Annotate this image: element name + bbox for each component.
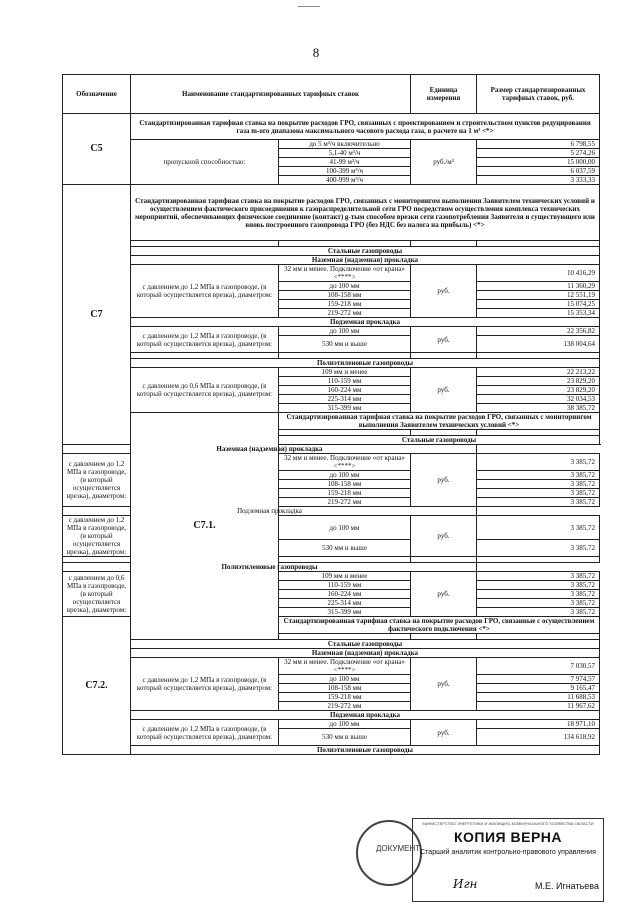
c5-value: 6 798,55 xyxy=(477,140,600,149)
c7-above: Наземная (надземная) прокладка xyxy=(131,256,600,265)
c72-value: 18 971,10 xyxy=(477,720,600,729)
c71-code: С7.1. xyxy=(131,413,279,640)
c7-value: 15 074,25 xyxy=(477,300,600,309)
c7-d: 530 мм и выше xyxy=(279,336,411,353)
c7-value: 10 416,29 xyxy=(477,265,600,282)
c71-steel: Стальные газопроводы xyxy=(279,436,600,445)
header-size: Размер стандартизированных тарифных ставок, руб. xyxy=(477,75,600,114)
c5-value: 5 274,26 xyxy=(477,149,600,158)
c5-value: 15 000,00 xyxy=(477,158,600,167)
header-name: Наименование стандартизированных тарифных ставок xyxy=(131,75,411,114)
table-row xyxy=(63,658,600,675)
c71-value: 3 385,72 xyxy=(477,599,600,608)
c71-pressure12: с давлением до 1,2 МПа в газопроводе, (в который осуществляется врезка), диаметром: xyxy=(63,454,131,507)
c7-d: 315-399 мм xyxy=(279,404,411,413)
c71-pressure12-under: с давлением до 1,2 МПа в газопроводе, (в который осуществляется врезка), диаметром: xyxy=(63,516,131,557)
c7-desc-row xyxy=(63,185,600,241)
c71-value: 3 385,72 xyxy=(477,489,600,498)
c72-d: до 100 мм xyxy=(279,675,411,684)
c71-d: 160-224 мм xyxy=(279,590,411,599)
c71-d: 315-399 мм xyxy=(279,608,411,617)
c71-unit: руб. xyxy=(411,454,477,507)
c72-unit: руб. xyxy=(411,658,477,711)
c71-d: 219-272 мм xyxy=(279,498,411,507)
c71-value: 3 385,72 xyxy=(477,581,600,590)
stamp-role: Старший аналитик контрольно-правового управления xyxy=(420,849,596,856)
c72-under: Подземная прокладка xyxy=(131,711,600,720)
c72-value: 11 967,62 xyxy=(477,702,600,711)
c71-d: 108-158 мм xyxy=(279,480,411,489)
c71-d: 225-314 мм xyxy=(279,599,411,608)
c72-d: 108-158 мм xyxy=(279,684,411,693)
c7-unit-poly: руб. xyxy=(411,368,477,413)
table-row xyxy=(63,327,600,336)
c7-d: до 100 мм xyxy=(279,282,411,291)
table-row xyxy=(63,507,600,516)
c7-unit-under: руб. xyxy=(411,327,477,353)
c7-d: 159-218 мм xyxy=(279,300,411,309)
top-mark xyxy=(298,6,320,7)
c7-value: 12 551,19 xyxy=(477,291,600,300)
c71-value: 3 385,72 xyxy=(477,572,600,581)
c7-pressure12-under: с давлением до 1,2 МПа в газопроводе, (в который осуществляется врезка), диаметром: xyxy=(131,327,279,353)
c72-value: 7 974,57 xyxy=(477,675,600,684)
c71-value: 3 385,72 xyxy=(477,454,600,471)
c7-d: 160-224 мм xyxy=(279,386,411,395)
c71-value: 3 385,72 xyxy=(477,498,600,507)
c71-description: Стандартизированная тарифная ставка на покрытие расходов ГРО, связанных с мониторингом выполнения Заявителем технических условий <*> xyxy=(279,413,600,430)
c7-value: 38 385,72 xyxy=(477,404,600,413)
page-number: 8 xyxy=(312,45,320,60)
c7-d: 219-272 мм xyxy=(279,309,411,318)
c7-pressure06: с давлением до 0,6 МПа в газопроводе, (в который осуществляется врезка), диаметром: xyxy=(131,368,279,413)
copy-certified-stamp xyxy=(412,818,604,902)
c72-poly: Полиэтиленовые газопроводы xyxy=(131,746,600,755)
c71-d: 110-159 мм xyxy=(279,581,411,590)
c5-range: 41-99 м³/ч xyxy=(279,158,411,167)
table-row xyxy=(63,720,600,729)
c7-value: 11 360,29 xyxy=(477,282,600,291)
c72-d: 32 мм и менее. Подключение «от крана» <****> xyxy=(279,658,411,675)
c71-under: Подземная прокладка xyxy=(63,507,477,516)
stamp-org: МИНИСТЕРСТВО ЭНЕРГЕТИКИ И ЖИЛИЩНО-КОММУНАЛЬНОГО ХОЗЯЙСТВА ОБЛАСТИ xyxy=(422,821,594,826)
c71-pressure06: с давлением до 0,6 МПа в газопроводе, (в который осуществляется врезка), диаметром: xyxy=(63,572,131,617)
c72-value: 9 165,47 xyxy=(477,684,600,693)
c5-unit: руб./м³ xyxy=(411,140,477,185)
table-row xyxy=(63,318,600,327)
c7-d: 108-158 мм xyxy=(279,291,411,300)
c7-d: 225-314 мм xyxy=(279,395,411,404)
c7-value: 23 829,20 xyxy=(477,386,600,395)
c5-desc-row xyxy=(63,114,600,140)
c7-value: 138 004,64 xyxy=(477,336,600,353)
signer-name: М.Е. Игнатьева xyxy=(534,881,599,891)
c71-unit-poly: руб. xyxy=(411,572,477,617)
c7-under: Подземная прокладка xyxy=(131,318,600,327)
c72-description: Стандартизированная тарифная ставка на покрытие расходов ГРО, связанные с осуществлением фактического подключения <*> xyxy=(279,617,600,634)
table-row xyxy=(63,649,600,658)
table-row xyxy=(63,640,600,649)
header-unit: Единица измерения xyxy=(411,75,477,114)
c5-value: 3 333,33 xyxy=(477,176,600,185)
c71-d: 530 мм и выше xyxy=(279,540,411,557)
c71-d: до 100 мм xyxy=(279,471,411,480)
table-row xyxy=(63,256,600,265)
c72-steel: Стальные газопроводы xyxy=(131,640,600,649)
c7-d: до 100 мм xyxy=(279,327,411,336)
table-row xyxy=(63,746,600,755)
seal-text: ДОКУМЕНТ xyxy=(376,844,421,853)
c7-poly: Полиэтиленовые газопроводы xyxy=(131,359,600,368)
c5-range: 100-399 м³/ч xyxy=(279,167,411,176)
c71-value: 3 385,72 xyxy=(477,516,600,540)
c72-code: С7.2. xyxy=(63,617,131,755)
c7-value: 22 213,22 xyxy=(477,368,600,377)
c71-desc-row xyxy=(63,413,600,430)
c71-unit-under: руб. xyxy=(411,516,477,557)
c5-range: 400-999 м³/ч xyxy=(279,176,411,185)
c5-range: до 5 м³/ч включительно xyxy=(279,140,411,149)
c71-value: 3 385,72 xyxy=(477,540,600,557)
c71-d: 159-218 мм xyxy=(279,489,411,498)
c5-value: 6 037,59 xyxy=(477,167,600,176)
c72-d: 530 мм и выше xyxy=(279,729,411,746)
c72-value: 11 688,53 xyxy=(477,693,600,702)
table-row xyxy=(63,445,600,454)
c7-d: 109 мм и менее xyxy=(279,368,411,377)
c71-d: до 100 мм xyxy=(279,516,411,540)
c7-value: 22 356,82 xyxy=(477,327,600,336)
c71-d: 32 мм и менее. Подключение «от крана» <****> xyxy=(279,454,411,471)
c5-label: пропускной способностью: xyxy=(131,140,279,185)
stamp-title: КОПИЯ ВЕРНА xyxy=(453,829,563,845)
c72-pressure12: с давлением до 1,2 МПа в газопроводе, (в который осуществляется врезка), диаметром: xyxy=(131,658,279,711)
c7-unit: руб. xyxy=(411,265,477,318)
c71-value: 3 385,72 xyxy=(477,480,600,489)
table-row xyxy=(63,368,600,377)
c71-poly: Полиэтиленовые газопроводы xyxy=(63,563,477,572)
c71-above: Наземная (надземная) прокладка xyxy=(63,445,477,454)
c71-value: 3 385,72 xyxy=(477,590,600,599)
c71-value: 3 385,72 xyxy=(477,608,600,617)
table-row xyxy=(63,359,600,368)
table-row xyxy=(63,265,600,282)
c72-d: до 100 мм xyxy=(279,720,411,729)
c72-d: 159-218 мм xyxy=(279,693,411,702)
c72-value: 7 030,57 xyxy=(477,658,600,675)
c5-range: 5,1-40 м³/ч xyxy=(279,149,411,158)
signature: Игн xyxy=(453,877,478,891)
c7-pressure12: с давлением до 1,2 МПа в газопроводе, (в который осуществляется врезка), диаметром: xyxy=(131,265,279,318)
c72-d: 219-272 мм xyxy=(279,702,411,711)
c72-pressure12-under: с давлением до 1,2 МПа в газопроводе, (в который осуществляется врезка), диаметром: xyxy=(131,720,279,746)
c5-code: С5 xyxy=(63,114,131,185)
c72-value: 134 618,92 xyxy=(477,729,600,746)
table-row xyxy=(63,711,600,720)
c7-d: 32 мм и менее. Подключение «от крана» <****> xyxy=(279,265,411,282)
c5-description: Стандартизированная тарифная ставка на покрытие расходов ГРО, связанных с проектированием и строительством пунктов редуцирования газа m-ого диапазона максимального часового расхода газа, в расчете на 1 м³ <*> xyxy=(131,114,600,140)
c71-d: 109 мм и менее xyxy=(279,572,411,581)
c7-value: 32 034,53 xyxy=(477,395,600,404)
c7-description: Стандартизированная тарифная ставка на покрытие расходов ГРО, связанных с мониторингом выполнения Заявителем технических условий и осуществлением фактического присоединения к газораспределительной сети ГРО посредством осуществления комплекса технических мероприятий, обеспечивающих физическое соединение (контакт) g-тым способом врезки сети газопотребления Заявителя и существующего или вновь построенного газопровода ГРО (без НДС без налога на прибыль) <*> xyxy=(131,185,600,241)
c7-value: 23 829,20 xyxy=(477,377,600,386)
c7-steel: Стальные газопроводы xyxy=(131,247,600,256)
table-header xyxy=(63,75,600,114)
c7-code: С7 xyxy=(63,185,131,445)
table-row xyxy=(63,247,600,256)
c7-d: 110-159 мм xyxy=(279,377,411,386)
table-row xyxy=(63,563,600,572)
c72-unit-under: руб. xyxy=(411,720,477,746)
tariff-table xyxy=(62,74,600,755)
c72-above: Наземная (надземная) прокладка xyxy=(131,649,600,658)
c71-value: 3 385,72 xyxy=(477,471,600,480)
table-row xyxy=(63,140,600,149)
c7-value: 15 353,34 xyxy=(477,309,600,318)
header-code: Обозначение xyxy=(63,75,131,114)
